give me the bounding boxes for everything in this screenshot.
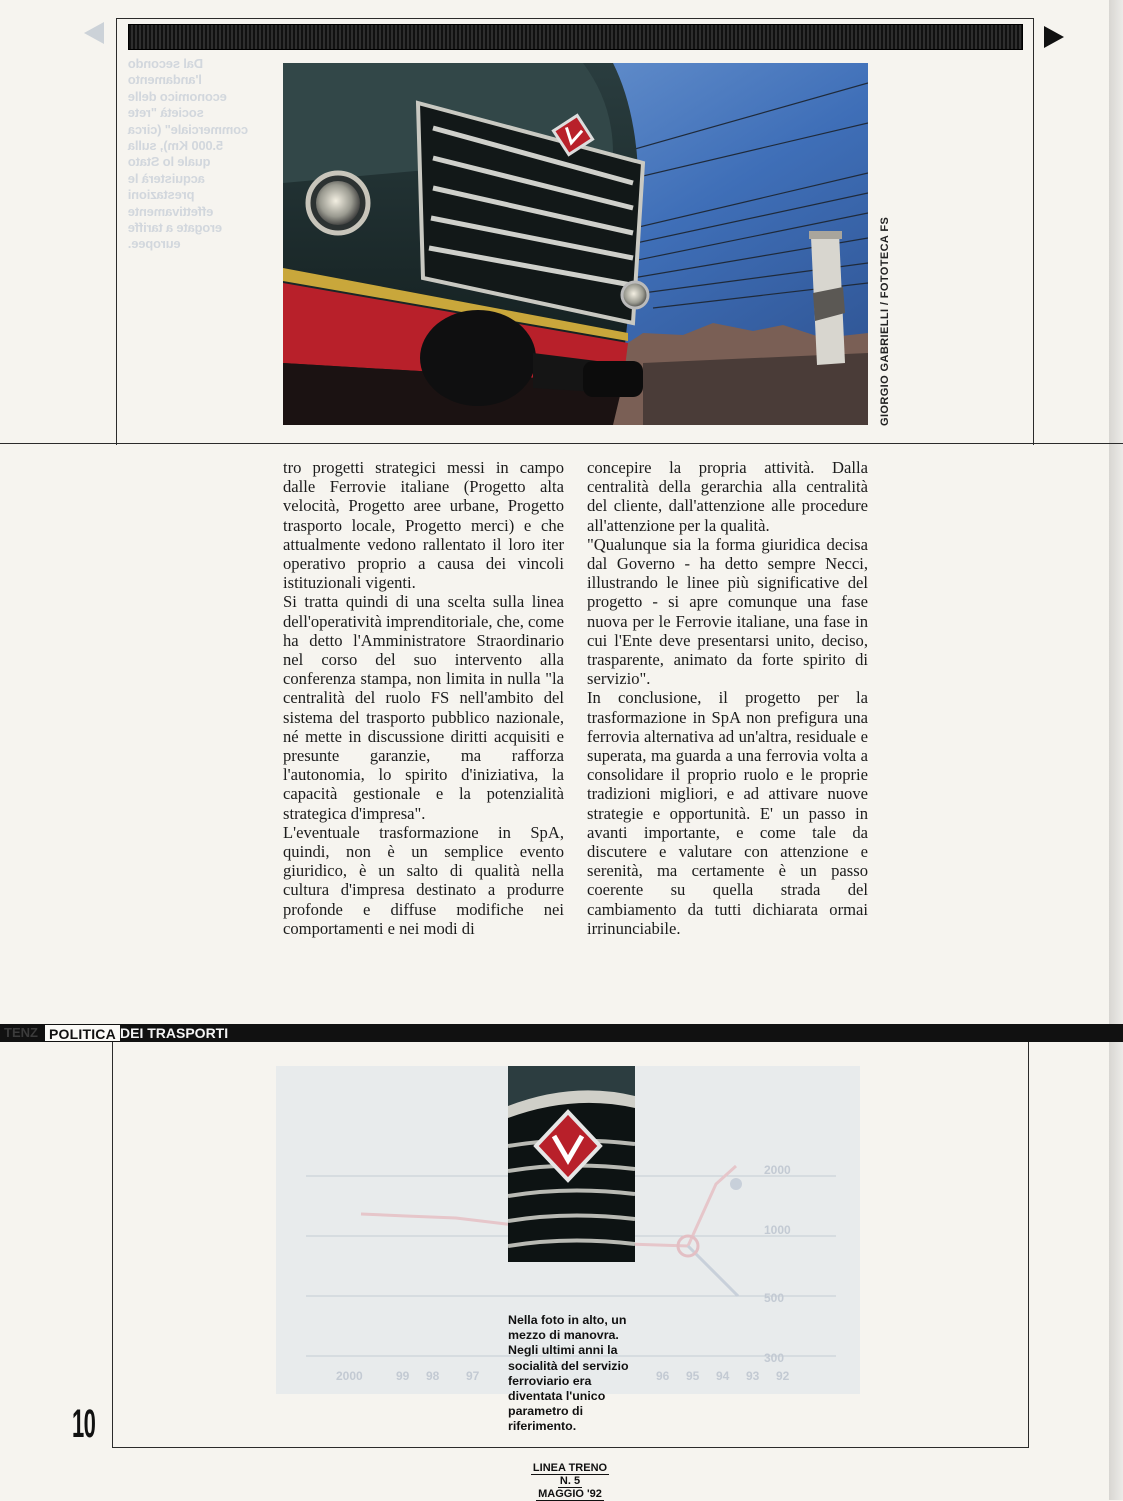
- paragraph: tro progetti strategici messi in campo dalle Ferrovie italiane (Progetto alta velocità, Progetto aree urbane, Progetto trasporto locale, Progetto merci) e che attualmente vedono rallentato il loro iter operativo proprio a causa dei vincoli istituzionali vigenti.: [283, 458, 564, 593]
- footer-date: MAGGIO '92: [538, 1488, 602, 1500]
- next-page-arrow-icon: [1044, 26, 1064, 48]
- ghost-y-tick: 2000: [764, 1163, 791, 1177]
- bleed-through-arrow-icon: [84, 22, 104, 44]
- bleed-through-sidebar-text: Dal secondo l'andamento economico delle società "rete commerciale" (circa 5.000 Km), sulla quale lo Stato acquisterà le prestazioni effettivamente erogate a tariffe europee.: [128, 56, 249, 252]
- ghost-x-tick: 96: [656, 1369, 670, 1383]
- ghost-y-tick: 300: [764, 1351, 785, 1365]
- ghost-x-tick: 99: [396, 1369, 410, 1383]
- ghost-x-tick: 93: [746, 1369, 760, 1383]
- article-column-1: [283, 458, 564, 938]
- footer-magazine: LINEA TRENO: [532, 1462, 608, 1474]
- ghost-x-tick: 95: [686, 1369, 700, 1383]
- paragraph: concepire la propria attività. Dalla centralità della gerarchia alla centralità del cliente, dall'attenzione alle procedure all'attenzione per la qualità.: [587, 458, 868, 535]
- ghost-x-tick: 97: [466, 1369, 480, 1383]
- locomotive-photo: [283, 63, 868, 425]
- ghost-x-tick: 2000: [336, 1369, 363, 1383]
- article-column-2: [587, 458, 868, 938]
- top-header-bar: [128, 24, 1023, 50]
- page-edge: [1109, 0, 1123, 1500]
- ghost-y-tick: 1000: [764, 1223, 791, 1237]
- paragraph: In conclusione, il progetto per la trasformazione in SpA non prefigura una ferrovia alternativa ad un'altra, residuale e superata, ma guarda a una ferrovia volta a consolidare il proprio ruolo e le proprie tradizioni migliori, e ad attivare nuove strategie e opportunità. E' un passo in avanti importante, e come tale da discutere e valutare con attenzione e serenità, ma certamente è un passo coerente su quella strada del cambiamento da tutti dichiarata ormai irrinunciabile.: [587, 688, 868, 938]
- ghost-x-tick: 94: [716, 1369, 730, 1383]
- paragraph: Si tratta quindi di una scelta sulla linea dell'operatività imprenditoriale, che, come ha detto l'Amministratore Straordinario nel corso del suo intervento alla conferenza stampa, non limita in nulla "la centralità del ruolo FS nell'ambito del sistema del trasporto pubblico nazionale, né mette in discussione diritti acquisiti e presunte garanzie, ma rafforza l'autonomia, lo spirito d'iniziativa, la capacità gestionale e la potenzialità strategica d'impresa".: [283, 592, 564, 823]
- section-label-dei-trasporti: DEI TRASPORTI: [120, 1025, 229, 1041]
- bleed-through-section-label: TENZ: [4, 1025, 38, 1040]
- paragraph: "Qualunque sia la forma giuridica decisa dal Governo - ha detto sempre Necci, illustrando le linee più significative del progetto - si apre comunque una fase nuova per le Ferrovie italiane, una fase in cui l'Ente deve presentarsi unito, deciso, trasparente, animato da forte spirito di servizio".: [587, 534, 868, 689]
- ghost-y-tick: 500: [764, 1291, 785, 1305]
- paragraph: L'eventuale trasformazione in SpA, quindi, non è un semplice evento giuridico, è un salto di qualità nella cultura d'impresa destinato a produrre profonde e diffuse modifiche nei comportamenti e nei modi di: [283, 822, 564, 938]
- horizontal-rule: [0, 443, 1123, 444]
- grille-detail-photo: [508, 1066, 635, 1262]
- ghost-x-tick: 92: [776, 1369, 790, 1383]
- photo-credit: GIORGIO GABRIELLI / FOTOTECA FS: [879, 216, 891, 426]
- ghost-x-tick: 98: [426, 1369, 440, 1383]
- photo-caption: Nella foto in alto, un mezzo di manovra. Negli ultimi anni la socialità del servizio ferroviario era diventata l'unico parametro di riferimento.: [508, 1313, 629, 1434]
- page-number: 10: [72, 1402, 96, 1446]
- section-label-politica: POLITICA: [44, 1024, 121, 1042]
- footer-issue: N. 5: [559, 1475, 581, 1487]
- magazine-footer: [520, 1462, 620, 1501]
